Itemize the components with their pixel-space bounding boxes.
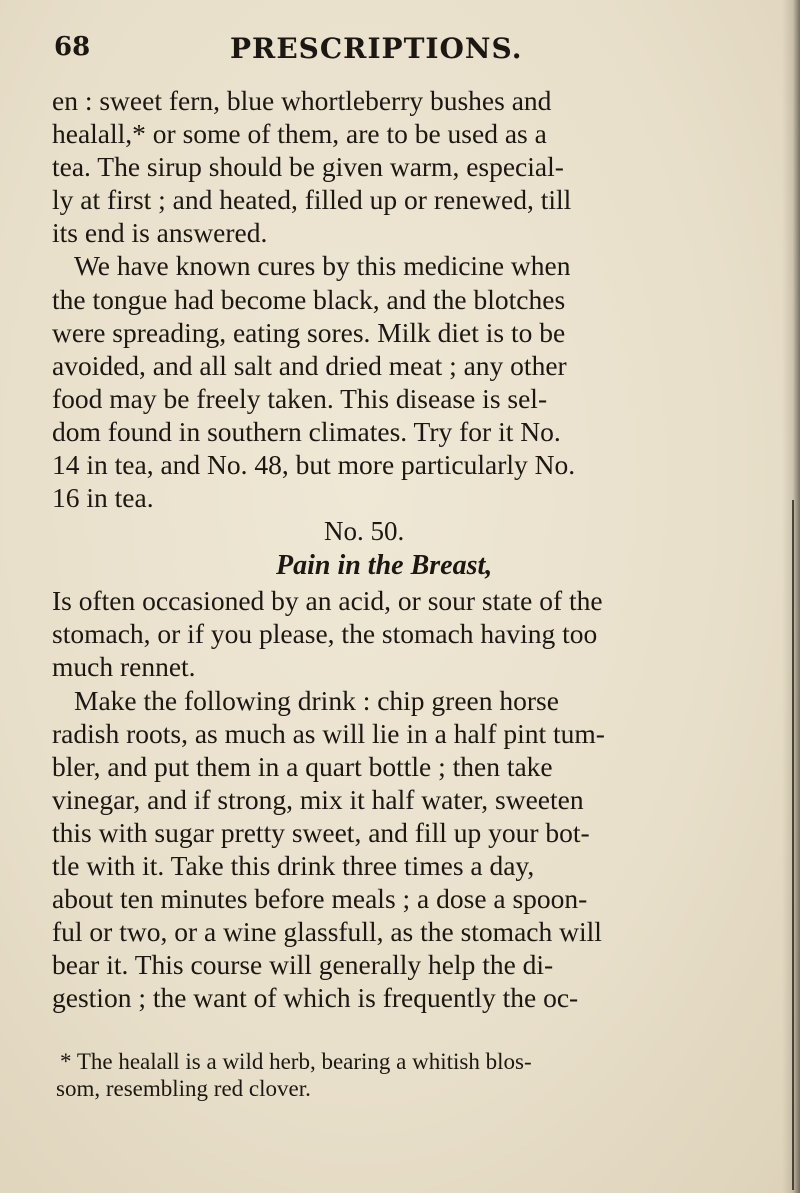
text-line: en : sweet fern, blue whortleberry bushes and — [52, 85, 552, 116]
body-text — [52, 84, 762, 1014]
text-line: the tongue had become black, and the blotches — [52, 283, 566, 315]
text-line: 14 in tea, and No. 48, but more particularly No. — [52, 449, 576, 481]
text-line: Make the following drink : chip green horse — [74, 684, 559, 716]
text-line: dom found in southern climates. Try for it No. — [52, 415, 561, 447]
text-line: tle with it. Take this drink three times a day, — [52, 849, 535, 881]
section-number: No. 50. — [324, 516, 405, 547]
text-line: stomach, or if you please, the stomach having too — [52, 618, 598, 650]
text-line: vinegar, and if strong, mix it half water, sweeten — [52, 783, 584, 815]
text-line: bear it. This course will generally help the di- — [52, 949, 554, 981]
text-line: avoided, and all salt and dried meat ; any other — [52, 349, 567, 381]
page-number: 68 — [54, 32, 91, 62]
footnote-line: * The healall is a wild herb, bearing a whitish blos- — [60, 1049, 532, 1074]
text-line: We have known cures by this medicine when — [74, 250, 571, 282]
section-title: Pain in the Breast, — [276, 550, 493, 582]
text-line: radish roots, as much as will lie in a half pint tum- — [52, 717, 605, 749]
page-header — [54, 32, 754, 72]
footnote-line: som, resembling red clover. — [56, 1076, 311, 1101]
running-head: PRESCRIPTIONS. — [230, 32, 523, 65]
text-line: healall,* or some of them, are to be used as a — [52, 118, 547, 150]
text-line: Is often occasioned by an acid, or sour state of the — [52, 585, 603, 617]
text-line: gestion ; the want of which is frequently the oc- — [52, 982, 579, 1014]
text-line: ful or two, or a wine glassfull, as the stomach will — [52, 916, 602, 948]
text-line: 16 in tea. — [52, 482, 154, 514]
text-line: much rennet. — [52, 651, 196, 683]
text-line: ly at first ; and heated, filled up or renewed, till — [52, 184, 572, 216]
text-line: this with sugar pretty sweet, and fill up your bot- — [52, 816, 590, 848]
text-line: bler, and put them in a quart bottle ; then take — [52, 750, 553, 782]
page-edge-line — [792, 500, 794, 1190]
text-line: tea. The sirup should be given warm, especial- — [52, 151, 564, 183]
text-line: food may be freely taken. This disease is sel- — [52, 382, 548, 414]
page-edge-shadow — [782, 0, 800, 1193]
footnote — [56, 1048, 756, 1102]
text-line: were spreading, eating sores. Milk diet is to be — [52, 316, 566, 348]
text-line: its end is answered. — [52, 217, 268, 249]
text-line: about ten minutes before meals ; a dose a spoon- — [52, 883, 588, 915]
